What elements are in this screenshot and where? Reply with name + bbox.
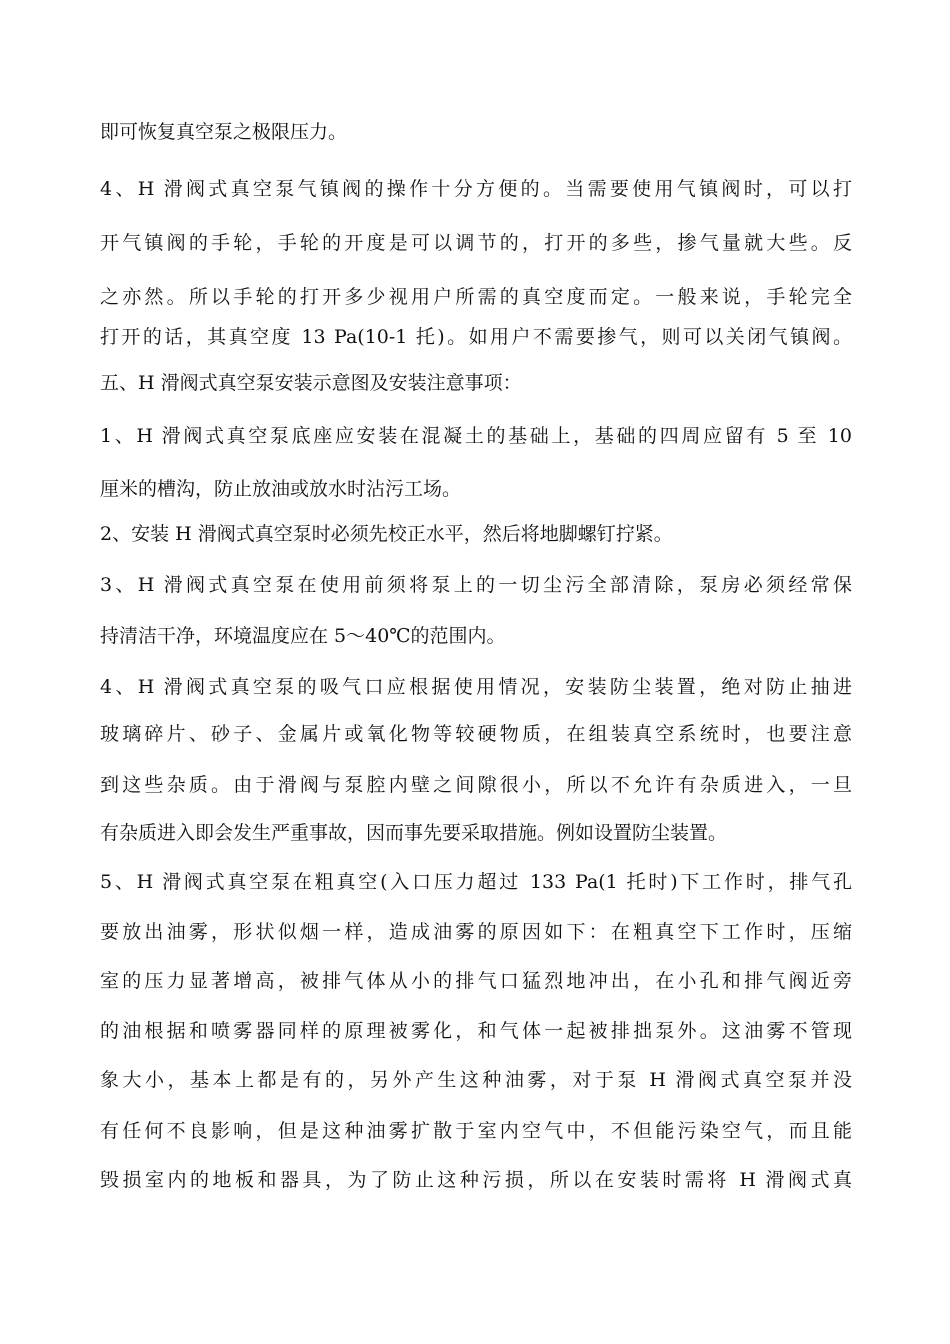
- body-text-line: 开气镇阀的手轮，手轮的开度是可以调节的，打开的多些，掺气量就大些。反: [100, 232, 852, 254]
- section-heading: 五、H 滑阀式真空泵安装示意图及安装注意事项：: [100, 372, 522, 394]
- body-text-line: 4、H 滑阀式真空泵气镇阀的操作十分方便的。当需要使用气镇阀时，可以打: [100, 178, 852, 200]
- body-text-line: 厘米的槽沟，防止放油或放水时沾污工场。: [100, 478, 462, 500]
- body-text-line: 室的压力显著增高，被排气体从小的排气口猛烈地冲出，在小孔和排气阀近旁: [100, 970, 852, 992]
- body-text-line: 打开的话，其真空度 13 Pa(10-1 托)。如用户不需要掺气，则可以关闭气镇阀。: [100, 326, 852, 348]
- body-text-line: 要放出油雾，形状似烟一样，造成油雾的原因如下：在粗真空下工作时，压缩: [100, 921, 852, 943]
- body-text-line: 的油根据和喷雾器同样的原理被雾化，和气体一起被排拙泵外。这油雾不管现: [100, 1020, 852, 1042]
- body-text-line: 有任何不良影响，但是这种油雾扩散于室内空气中，不但能污染空气，而且能: [100, 1120, 852, 1142]
- body-text-line: 4、H 滑阀式真空泵的吸气口应根据使用情况，安装防尘装置，绝对防止抽进: [100, 676, 852, 698]
- body-text-line: 持清洁干净，环境温度应在 5～40℃的范围内。: [100, 625, 506, 647]
- body-text-line: 有杂质进入即会发生严重事故，因而事先要采取措施。例如设置防尘装置。: [100, 822, 728, 844]
- body-text-line: 毁损室内的地板和器具，为了防止这种污损，所以在安装时需将 H 滑阀式真: [100, 1169, 852, 1191]
- body-text-line: 玻璃碎片、砂子、金属片或氧化物等较硬物质，在组装真空系统时，也要注意: [100, 723, 852, 745]
- body-text-line: 之亦然。所以手轮的打开多少视用户所需的真空度而定。一般来说，手轮完全: [100, 286, 852, 308]
- body-text-line: 5、H 滑阀式真空泵在粗真空(入口压力超过 133 Pa(1 托时)下工作时，排气孔: [100, 871, 852, 893]
- body-text-line: 即可恢复真空泵之极限压力。: [100, 121, 348, 143]
- body-text-line: 象大小，基本上都是有的，另外产生这种油雾，对于泵 H 滑阀式真空泵并没: [100, 1069, 852, 1091]
- body-text-line: 2、安装 H 滑阀式真空泵时必须先校正水平，然后将地脚螺钉拧紧。: [100, 523, 673, 545]
- body-text-line: 1、H 滑阀式真空泵底座应安装在混凝土的基础上，基础的四周应留有 5 至 10: [100, 425, 852, 447]
- body-text-line: 到这些杂质。由于滑阀与泵腔内壁之间隙很小，所以不允许有杂质进入，一旦: [100, 774, 852, 796]
- body-text-line: 3、H 滑阀式真空泵在使用前须将泵上的一切尘污全部清除，泵房必须经常保: [100, 574, 852, 596]
